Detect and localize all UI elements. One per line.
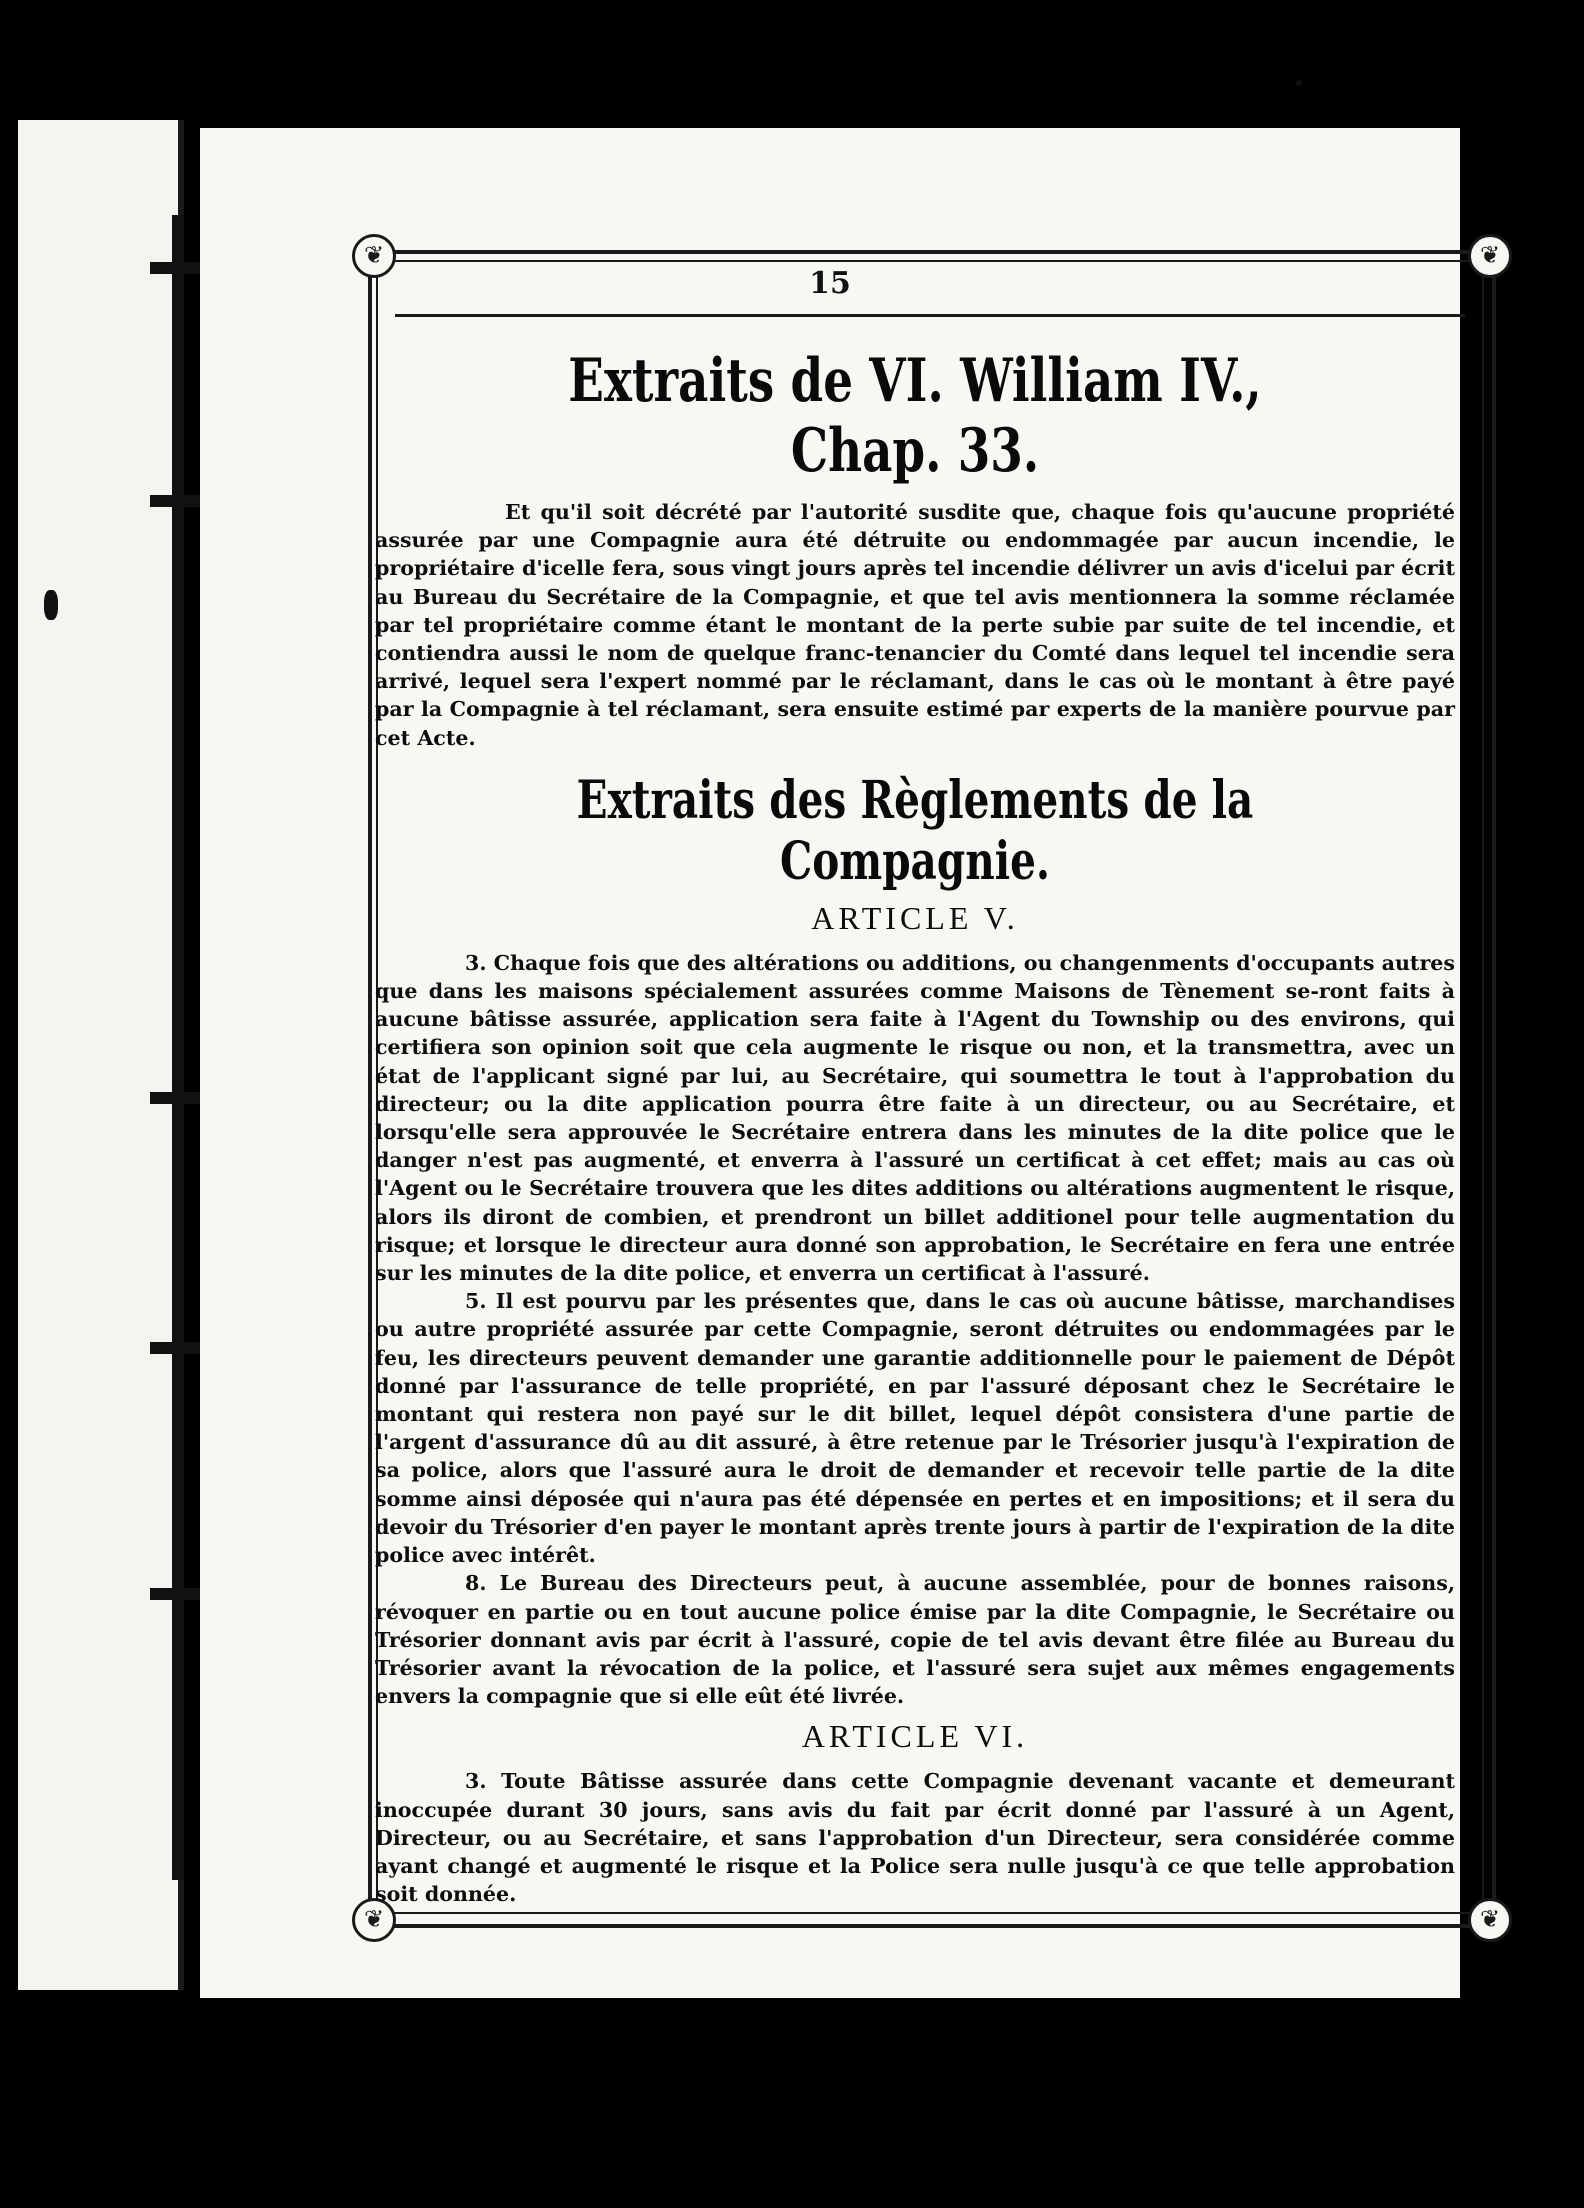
spine-binding [172,215,184,1880]
article-v-paragraph-5: 5. Il est pourvu par les présentes que, dans le cas où aucune bâtisse, marchandises ou autre propriété assurée par cette Compagnie, seront détruites ou endommagées par le feu, les directeurs peuvent demander une garantie additionnelle pour le paiement de Dépôt donné par l'assurance de telle propriété, en par l'assuré déposant chez le Secrétaire le montant qui restera non payé sur le dit billet, lequel dépôt consistera d'une partie de l'argent d'assurance dû au dit assuré, à être retenue par le Trésorier jusqu'à l'expiration de sa police, alors que l'assuré aura le droit de demander et recevoir telle partie de la dite somme ainsi déposée qui n'aura pas été dépensée en pertes et en impositions; et il sera du devoir du Trésorier d'en payer le montant après trente jours à partir de l'expiration de la dite police avec intérêt. [375,1289,1455,1568]
ink-speck [1296,80,1302,86]
article-v-paragraph-3: 3. Chaque fois que des altérations ou additions, ou changenments d'occupants autres que dans les maisons spécialement assurées comme Maisons de Tènement se-ront faits à aucune bâtisse assurée, application sera faite à l'Agent du Township ou des environs, qui certifiera son opinion soit que cela augmente le risque ou non, et la transmettra, avec un état de l'applicant signé par lui, au Secrétaire, qui soumettra le tout à l'approbation du directeur; ou la dite application pourra être faite à un directeur, ou au Secrétaire, et lorsqu'elle sera approuvée le Secrétaire entrera dans les minutes de la dite police que le danger n'est pas augmenté, et enverra à l'assuré un certificat à cet effet; mais au cas où l'Agent ou le Secrétaire trouvera que les dites additions ou altérations augmentent le risque, alors ils diront de combien, et prendront un billet additionel pour telle augmentation du risque; et lorsque le directeur aura donné son approbation, le Secrétaire en fera une entrée sur les minutes de la dite police, et enverra un certificat à l'assuré. [375,950,1455,1286]
previous-page-edge [0,120,184,1990]
article-v-heading: ARTICLE V. [811,899,1019,936]
page-content [375,328,1455,1908]
intro-paragraph: Et qu'il soit décrété par l'autorité susdite que, chaque fois qu'aucune propriété assurée par une Compagnie aura été détruite ou endommagée par aucun incendie, le propriétaire d'icelle fera, sous vingt jours après tel incendie délivrer un avis d'icelui par écrit au Bureau du Secrétaire de la Compagnie, et que tel avis mentionnera la somme réclamée par tel propriétaire comme étant le montant de la perte subie par suite de tel incendie, et contiendra aussi le nom de quelque franc-tenancier du Comté dans lequel tel incendie sera arrivé, lequel sera l'expert nommé par le réclamant, dans le cas où le montant à être payé par la Compagnie à tel réclamant, sera ensuite estimé par experts de la manière pourvue par cet Acte. [375,500,1455,750]
page-number: 15 [809,266,851,301]
floral-corner-ornament-icon: ❦ [352,234,396,278]
floral-corner-ornament-icon: ❦ [1468,234,1512,278]
article-v-paragraph-8: 8. Le Bureau des Directeurs peut, à aucune assemblée, pour de bonnes raisons, révoquer en partie ou en tout aucune police émise par la dite Compagnie, le Secrétaire ou Trésorier donnant avis par écrit à l'assuré, copie de tel avis devant être filée au Bureau du Trésorier avant la révocation de la police, et l'assuré sera sujet aux mêmes engagements envers la compagnie que si elle eût été livrée. [375,1571,1455,1709]
binding-shadow [0,120,18,1990]
floral-corner-ornament-icon: ❦ [352,1898,396,1942]
document-page [200,128,1501,1998]
floral-corner-ornament-icon: ❦ [1468,1898,1512,1942]
page-title: Extraits de VI. William IV., Chap. 33. [568,346,1262,486]
ink-blot [44,590,58,620]
header-rule [395,314,1465,317]
section-title: Extraits des Règlements de la Compagnie. [576,769,1254,892]
article-vi-paragraph-3: 3. Toute Bâtisse assurée dans cette Compagnie devenant vacante et demeurant inoccupée durant 30 jours, sans avis du fait par écrit donné par l'assuré à un Agent, Directeur, ou au Secrétaire, et sans l'approbation d'un Directeur, sera considérée comme ayant changé et augmenté le risque et la Police sera nulle jusqu'à ce que telle approbation soit donnée. [375,1769,1455,1907]
article-vi-heading: ARTICLE VI. [801,1718,1029,1755]
